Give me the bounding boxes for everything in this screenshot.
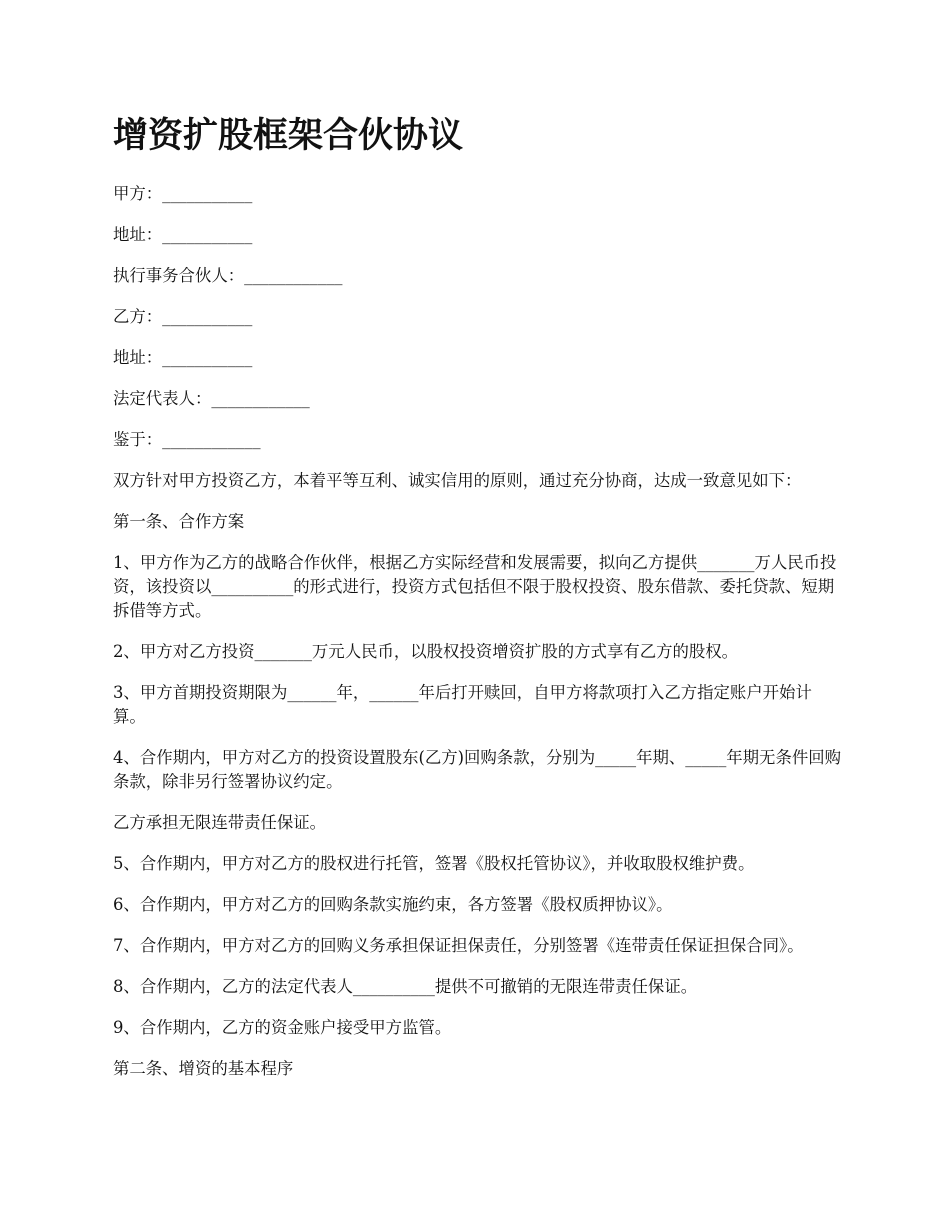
clause-8: 8、合作期内，乙方的法定代表人__________提供不可撤销的无限连带责任保证。	[113, 977, 698, 996]
clause-2: 2、甲方对乙方投资_______万元人民币，以股权投资增资扩股的方式享有乙方的股权。	[113, 642, 739, 661]
party-b-address-line: 地址：___________	[113, 348, 253, 367]
clause-6: 6、合作期内，甲方对乙方的回购条款实施约束，各方签署《股权质押协议》。	[113, 895, 673, 914]
clause-1: 1、甲方作为乙方的战略合作伙伴，根据乙方实际经营和发展需要，拟向乙方提供_______万人民币投资，该投资以__________的形式进行，投资方式包括但不限于股权投资、股东借款、委托贷款、短期拆借等方式。	[113, 553, 837, 620]
whereas-line: 鉴于：____________	[113, 430, 261, 449]
document-title: 增资扩股框架合伙协议	[113, 116, 464, 156]
clause-9: 9、合作期内，乙方的资金账户接受甲方监管。	[113, 1018, 452, 1037]
document-page	[113, 110, 843, 1098]
clause-3: 3、甲方首期投资期限为______年，______年后打开赎回，自甲方将款项打入乙方指定账户开始计算。	[113, 683, 812, 726]
party-b-line: 乙方：___________	[113, 307, 253, 326]
preamble-paragraph: 双方针对甲方投资乙方，本着平等互利、诚实信用的原则，通过充分协商，达成一致意见如下：	[113, 471, 802, 490]
clause-5: 5、合作期内，甲方对乙方的股权进行托管，签署《股权托管协议》，并收取股权维护费。	[113, 854, 755, 873]
guarantee-statement: 乙方承担无限连带责任保证。	[113, 813, 327, 832]
clause-4: 4、合作期内，甲方对乙方的投资设置股东(乙方)回购条款，分别为_____年期、_____年期无条件回购条款，除非另行签署协议约定。	[113, 748, 842, 791]
legal-representative-line: 法定代表人：____________	[113, 389, 310, 408]
article-2-heading: 第二条、增资的基本程序	[113, 1059, 294, 1078]
article-1-heading: 第一条、合作方案	[113, 512, 245, 531]
party-a-line: 甲方：___________	[113, 184, 253, 203]
party-a-address-line: 地址：___________	[113, 225, 253, 244]
clause-7: 7、合作期内，甲方对乙方的回购义务承担保证担保责任，分别签署《连带责任保证担保合同》。	[113, 936, 804, 955]
executive-partner-line: 执行事务合伙人：____________	[113, 266, 343, 285]
